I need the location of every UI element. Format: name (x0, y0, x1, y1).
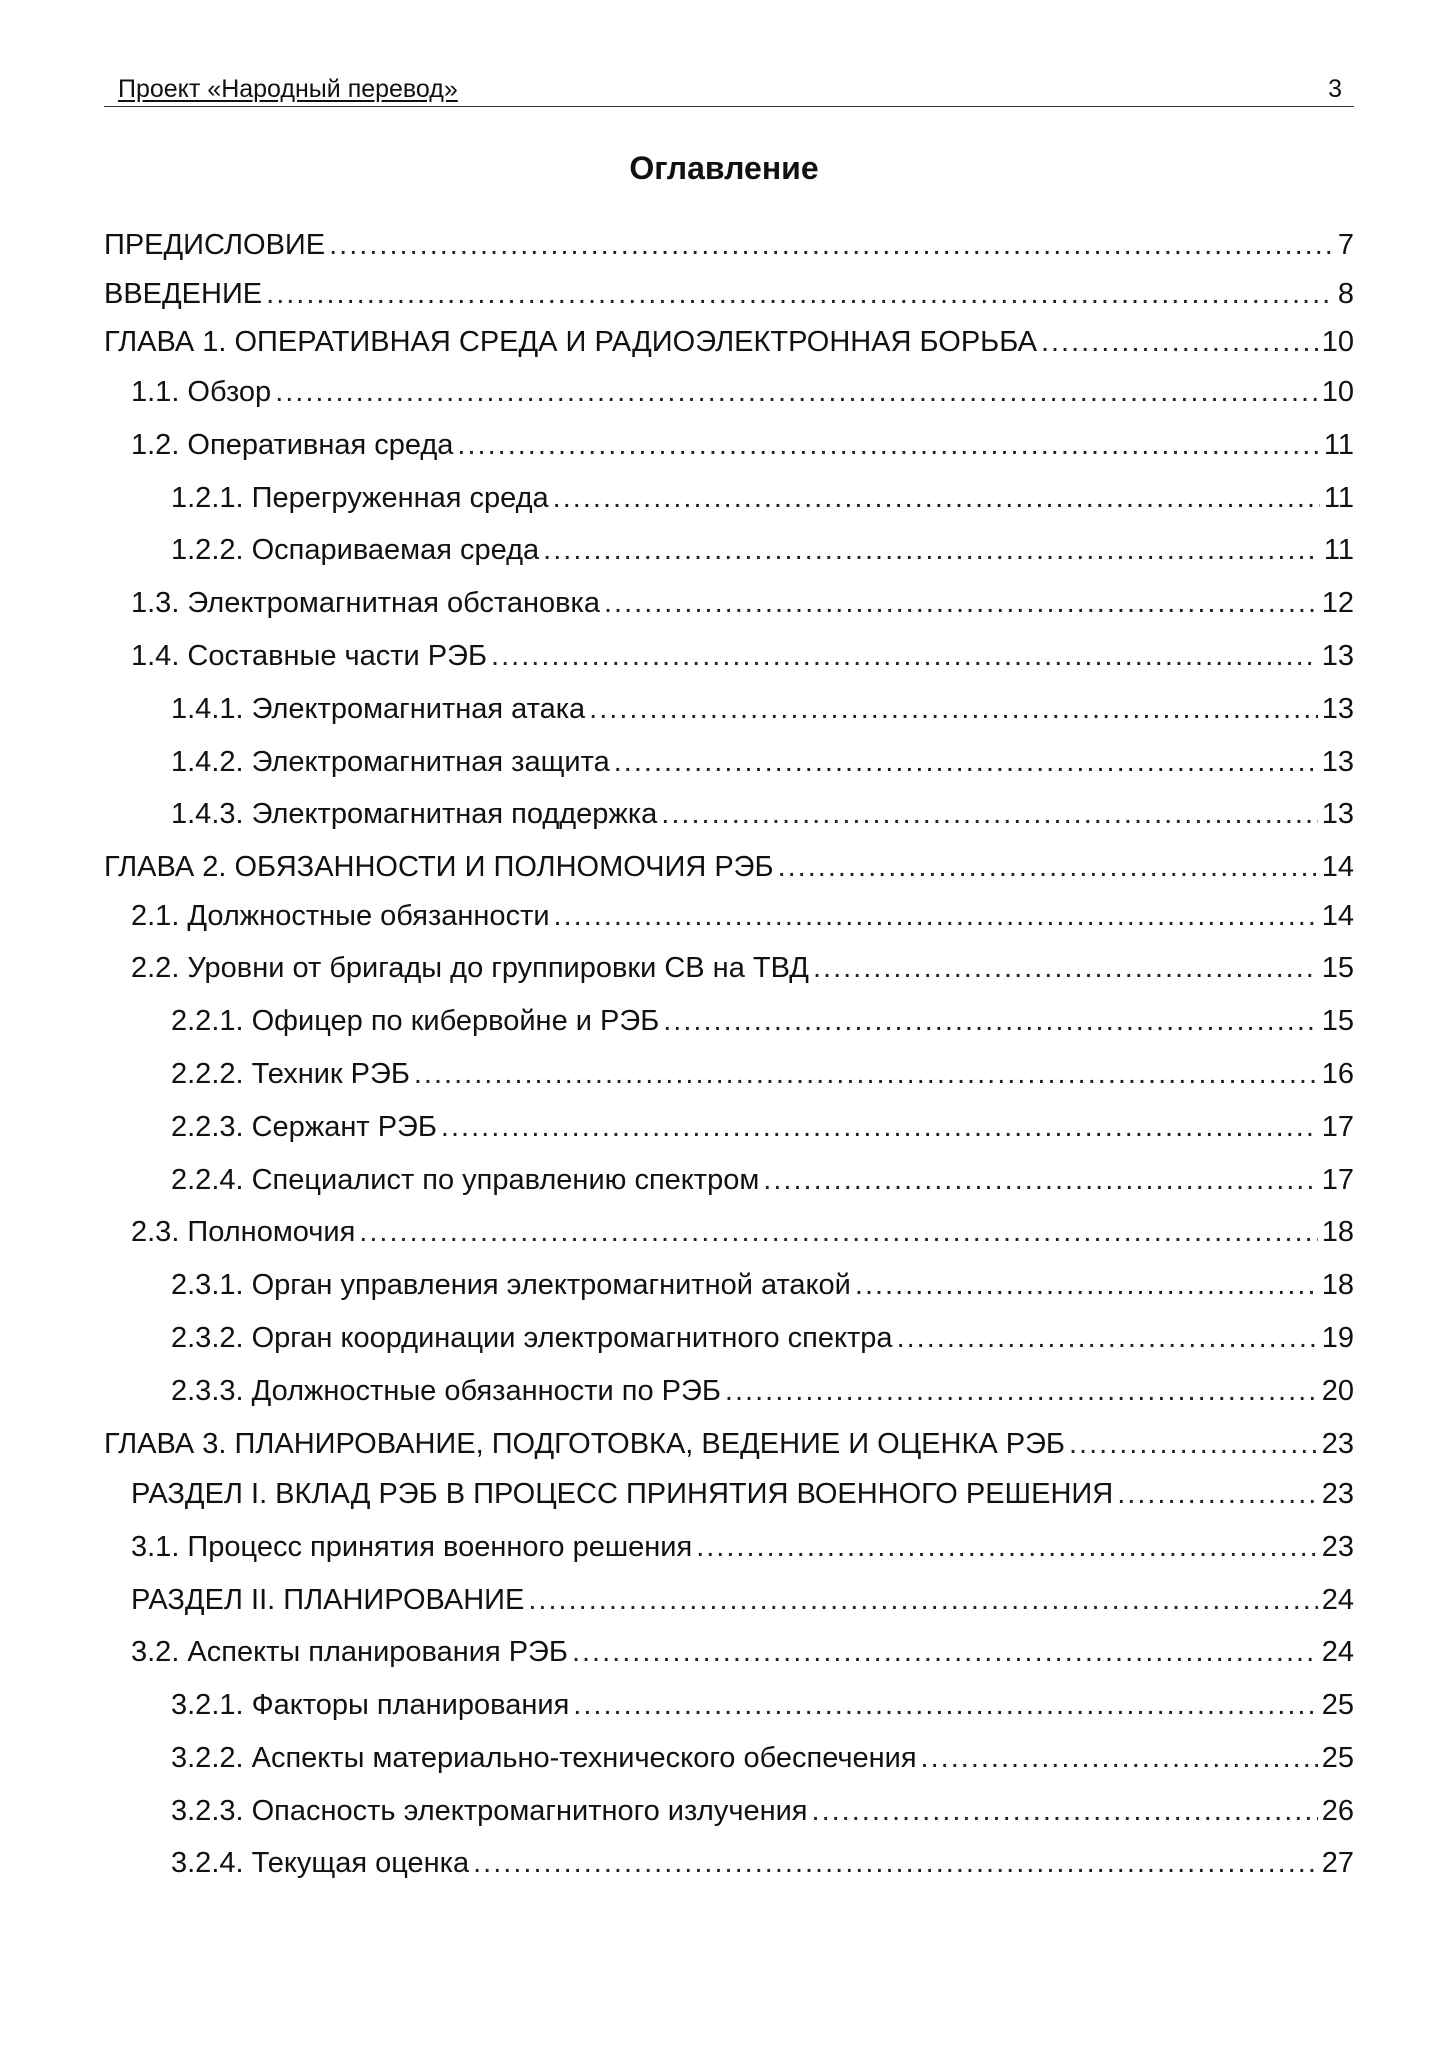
toc-entry-title: ВВЕДЕНИЕ (104, 278, 263, 310)
toc-entry-page-number: 11 (1323, 534, 1354, 566)
toc-dot-leader (543, 530, 1320, 570)
toc-entry-title: 2.3. Полномочия (131, 1216, 356, 1248)
toc-entry-page-number: 23 (1321, 1428, 1354, 1460)
toc-entry[interactable] (171, 1843, 1354, 1883)
toc-entry[interactable] (104, 322, 1354, 362)
toc-dot-leader (1117, 1474, 1318, 1514)
toc-entry-page-number: 7 (1337, 229, 1354, 261)
toc-entry[interactable] (171, 1738, 1354, 1778)
toc-entry-page-number: 15 (1321, 1005, 1354, 1037)
toc-entry-page-number: 25 (1321, 1689, 1354, 1721)
toc-entry-page-number: 10 (1321, 326, 1354, 358)
toc-dot-leader (604, 583, 1318, 623)
toc-entry[interactable] (104, 1424, 1354, 1464)
toc-title: Оглавление (629, 150, 819, 186)
toc-entry-title: 1.4.2. Электромагнитная защита (171, 746, 610, 778)
toc-entry[interactable] (131, 636, 1354, 676)
toc-dot-leader (528, 1580, 1317, 1620)
toc-entry-title: ГЛАВА 1. ОПЕРАТИВНАЯ СРЕДА И РАДИОЭЛЕКТРОННАЯ БОРЬБА (104, 326, 1037, 358)
toc-entry-title: 2.2.3. Сержант РЭБ (171, 1111, 437, 1143)
toc-entry-page-number: 24 (1321, 1636, 1354, 1668)
toc-entry-title: РАЗДЕЛ I. ВКЛАД РЭБ В ПРОЦЕСС ПРИНЯТИЯ ВОЕННОГО РЕШЕНИЯ (131, 1478, 1114, 1510)
toc-entry-title: 1.2. Оперативная среда (131, 429, 454, 461)
toc-entry-title: 1.2.2. Оспариваемая среда (171, 534, 540, 566)
toc-entry-page-number: 14 (1321, 900, 1354, 932)
toc-entry-title: ПРЕДИСЛОВИЕ (104, 229, 326, 261)
toc-entry[interactable] (171, 1160, 1354, 1200)
toc-dot-leader (491, 636, 1318, 676)
toc-entry-title: 1.4.3. Электромагнитная поддержка (171, 798, 658, 830)
toc-entry[interactable] (131, 372, 1354, 412)
toc-entry-title: 2.1. Должностные обязанности (131, 900, 550, 932)
toc-entry-title: 1.4.1. Электромагнитная атака (171, 693, 586, 725)
toc-entry-page-number: 18 (1321, 1269, 1354, 1301)
toc-entry-page-number: 14 (1321, 851, 1354, 883)
toc-entry-page-number: 13 (1321, 746, 1354, 778)
toc-dot-leader (855, 1265, 1318, 1305)
toc-entry-title: 3.1. Процесс принятия военного решения (131, 1531, 693, 1563)
header-page-number: 3 (1328, 75, 1342, 103)
toc-dot-leader (778, 847, 1318, 887)
toc-dot-leader (696, 1527, 1318, 1567)
toc-entry-title: 2.3.2. Орган координации электромагнитного спектра (171, 1322, 893, 1354)
toc-entry[interactable] (171, 1371, 1354, 1411)
toc-entry-page-number: 13 (1321, 693, 1354, 725)
toc-entry-title: 2.2.2. Техник РЭБ (171, 1058, 410, 1090)
toc-entry[interactable] (171, 530, 1354, 570)
toc-entry-page-number: 24 (1321, 1584, 1354, 1616)
toc-entry[interactable] (131, 1527, 1354, 1567)
toc-entry[interactable] (171, 1791, 1354, 1831)
toc-entry[interactable] (171, 742, 1354, 782)
toc-entry[interactable] (131, 425, 1354, 465)
toc-dot-leader (661, 794, 1317, 834)
toc-entry-page-number: 17 (1321, 1164, 1354, 1196)
toc-entry-title: ГЛАВА 3. ПЛАНИРОВАНИЕ, ПОДГОТОВКА, ВЕДЕНИЕ И ОЦЕНКА РЭБ (104, 1428, 1065, 1460)
toc-entry-page-number: 10 (1321, 376, 1354, 408)
toc-entry-title: 2.3.3. Должностные обязанности по РЭБ (171, 1375, 721, 1407)
toc-dot-leader (573, 1685, 1317, 1725)
toc-entry[interactable] (171, 1001, 1354, 1041)
toc-entry-page-number: 8 (1337, 278, 1354, 310)
toc-entry-page-number: 17 (1321, 1111, 1354, 1143)
toc-dot-leader (663, 1001, 1318, 1041)
toc-entry-page-number: 19 (1321, 1322, 1354, 1354)
toc-entry-page-number: 25 (1321, 1742, 1354, 1774)
toc-entry-page-number: 26 (1321, 1795, 1354, 1827)
toc-entry[interactable] (171, 1685, 1354, 1725)
toc-dot-leader (1069, 1424, 1318, 1464)
toc-entry[interactable] (131, 1580, 1354, 1620)
toc-dot-leader (414, 1054, 1318, 1094)
toc-dot-leader (921, 1738, 1318, 1778)
header-project-title: Проект «Народный перевод» (118, 75, 458, 103)
toc-entry[interactable] (131, 1212, 1354, 1252)
toc-dot-leader (897, 1318, 1318, 1358)
toc-entry-title: 1.3. Электромагнитная обстановка (131, 587, 600, 619)
toc-entry[interactable] (171, 478, 1354, 518)
toc-entry-page-number: 12 (1321, 587, 1354, 619)
toc-entry[interactable] (171, 1107, 1354, 1147)
toc-entry-title: 1.2.1. Перегруженная среда (171, 482, 549, 514)
toc-entry[interactable] (171, 1318, 1354, 1358)
toc-entry-title: 2.2.1. Офицер по кибервойне и РЭБ (171, 1005, 660, 1037)
toc-dot-leader (275, 372, 1318, 412)
toc-dot-leader (812, 1791, 1318, 1831)
toc-entry-page-number: 16 (1321, 1058, 1354, 1090)
toc-entry-page-number: 13 (1321, 798, 1354, 830)
toc-entry-page-number: 11 (1323, 429, 1354, 461)
toc-dot-leader (813, 948, 1318, 988)
toc-dot-leader (725, 1371, 1318, 1411)
toc-dot-leader (554, 896, 1318, 936)
toc-entry-page-number: 15 (1321, 952, 1354, 984)
toc-entry[interactable] (104, 274, 1354, 314)
toc-entry[interactable] (131, 583, 1354, 623)
toc-entry-page-number: 11 (1323, 482, 1354, 514)
toc-entry[interactable] (171, 1054, 1354, 1094)
toc-dot-leader (441, 1107, 1318, 1147)
toc-dot-leader (763, 1160, 1317, 1200)
toc-entry[interactable] (131, 896, 1354, 936)
toc-dot-leader (473, 1843, 1318, 1883)
toc-entry-title: РАЗДЕЛ II. ПЛАНИРОВАНИЕ (131, 1584, 525, 1616)
toc-entry[interactable] (171, 1265, 1354, 1305)
toc-entry[interactable] (131, 948, 1354, 988)
toc-entry-page-number: 20 (1321, 1375, 1354, 1407)
toc-dot-leader (359, 1212, 1317, 1252)
toc-entry-title: 2.3.1. Орган управления электромагнитной атакой (171, 1269, 851, 1301)
toc-entry[interactable] (131, 1474, 1354, 1514)
toc-entry-title: 3.2.3. Опасность электромагнитного излучения (171, 1795, 808, 1827)
toc-entry-page-number: 23 (1321, 1531, 1354, 1563)
toc-dot-leader (614, 742, 1318, 782)
toc-entry[interactable] (104, 225, 1354, 265)
toc-entry-title: 2.2. Уровни от бригады до группировки СВ на ТВД (131, 952, 809, 984)
toc-dot-leader (572, 1632, 1318, 1672)
toc-entry-page-number: 18 (1321, 1216, 1354, 1248)
toc-entry[interactable] (171, 794, 1354, 834)
toc-entry-page-number: 23 (1321, 1478, 1354, 1510)
toc-entry-title: 3.2.2. Аспекты материально-технического обеспечения (171, 1742, 917, 1774)
toc-entry-title: ГЛАВА 2. ОБЯЗАННОСТИ И ПОЛНОМОЧИЯ РЭБ (104, 851, 774, 883)
toc-entry-title: 2.2.4. Специалист по управлению спектром (171, 1164, 760, 1196)
toc-entry[interactable] (104, 847, 1354, 887)
toc-entry-title: 3.2.4. Текущая оценка (171, 1847, 470, 1879)
toc-entry-title: 3.2.1. Факторы планирования (171, 1689, 570, 1721)
toc-entry-page-number: 13 (1321, 640, 1354, 672)
toc-dot-leader (553, 478, 1320, 518)
toc-entry-title: 1.1. Обзор (131, 376, 272, 408)
toc-dot-leader (266, 274, 1334, 314)
toc-entry[interactable] (131, 1632, 1354, 1672)
toc-dot-leader (1041, 322, 1318, 362)
toc-entry-page-number: 27 (1321, 1847, 1354, 1879)
toc-entry[interactable] (171, 689, 1354, 729)
toc-dot-leader (457, 425, 1319, 465)
toc-entry-title: 3.2. Аспекты планирования РЭБ (131, 1636, 568, 1668)
toc-dot-leader (329, 225, 1334, 265)
toc-entry-title: 1.4. Составные части РЭБ (131, 640, 488, 672)
toc-dot-leader (589, 689, 1318, 729)
